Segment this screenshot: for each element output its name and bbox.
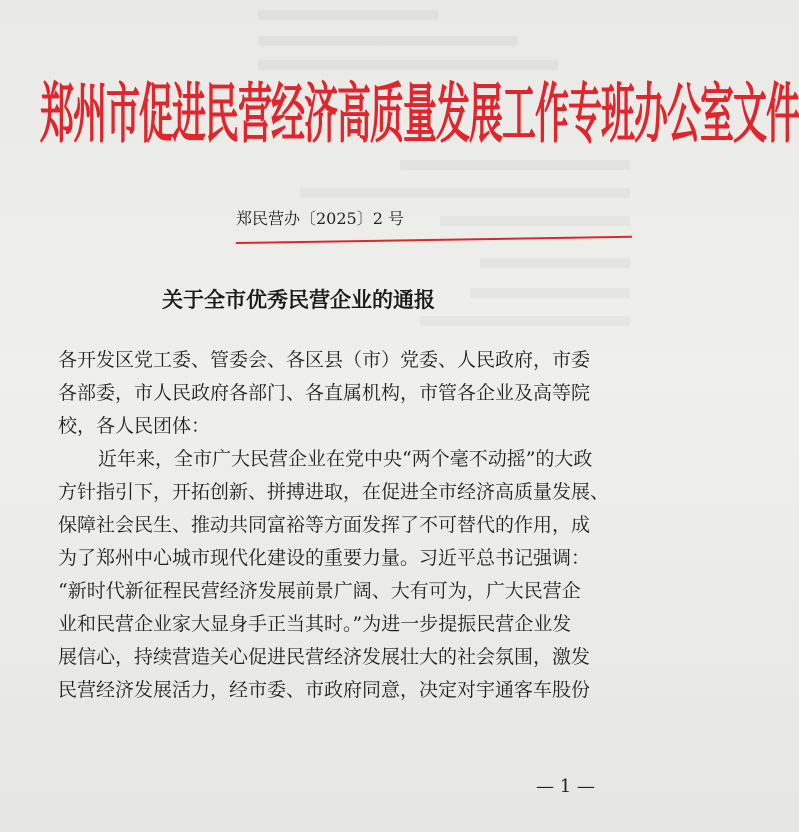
body-line: “新时代新征程民营经济发展前景广阔、大有可为，广大民营企 (58, 580, 581, 602)
document-number: 郑民营办〔2025〕2 号 (236, 209, 404, 228)
document-body (58, 344, 638, 707)
body-line: 展信心，持续营造关心促进民营经济发展壮大的社会氛围，激发 (58, 646, 591, 668)
body-line: 保障社会民生、推动共同富裕等方面发挥了不可替代的作用，成 (58, 514, 591, 536)
body-line: 近年来，全市广大民营企业在党中央“两个毫不动摇”的大政 (98, 448, 593, 470)
body-line: 民营经济发展活力，经市委、市政府同意，决定对宇通客车股份 (58, 679, 591, 701)
body-line: 方针指引下，开拓创新、拼搏进取，在促进全市经济高质量发展、 (58, 481, 610, 503)
recipients-line: 各部委，市人民政府各部门、各直属机构，市管各企业及高等院 (58, 382, 591, 404)
page-number: — 1 — (536, 776, 595, 797)
body-line: 业和民营企业家大显身手正当其时。”为进一步提振民营企业发 (58, 613, 572, 635)
red-separator-line (236, 236, 632, 244)
issuer-header-title: 郑州市促进民营经济高质量发展工作专班办公室文件 (40, 77, 799, 153)
recipients-line: 校，各人民团体： (58, 415, 211, 437)
notice-title: 关于全市优秀民营企业的通报 (162, 287, 435, 312)
body-line: 为了郑州中心城市现代化建设的重要力量。习近平总书记强调： (58, 547, 591, 569)
recipients-line: 各开发区党工委、管委会、各区县（市）党委、人民政府，市委 (58, 349, 591, 371)
